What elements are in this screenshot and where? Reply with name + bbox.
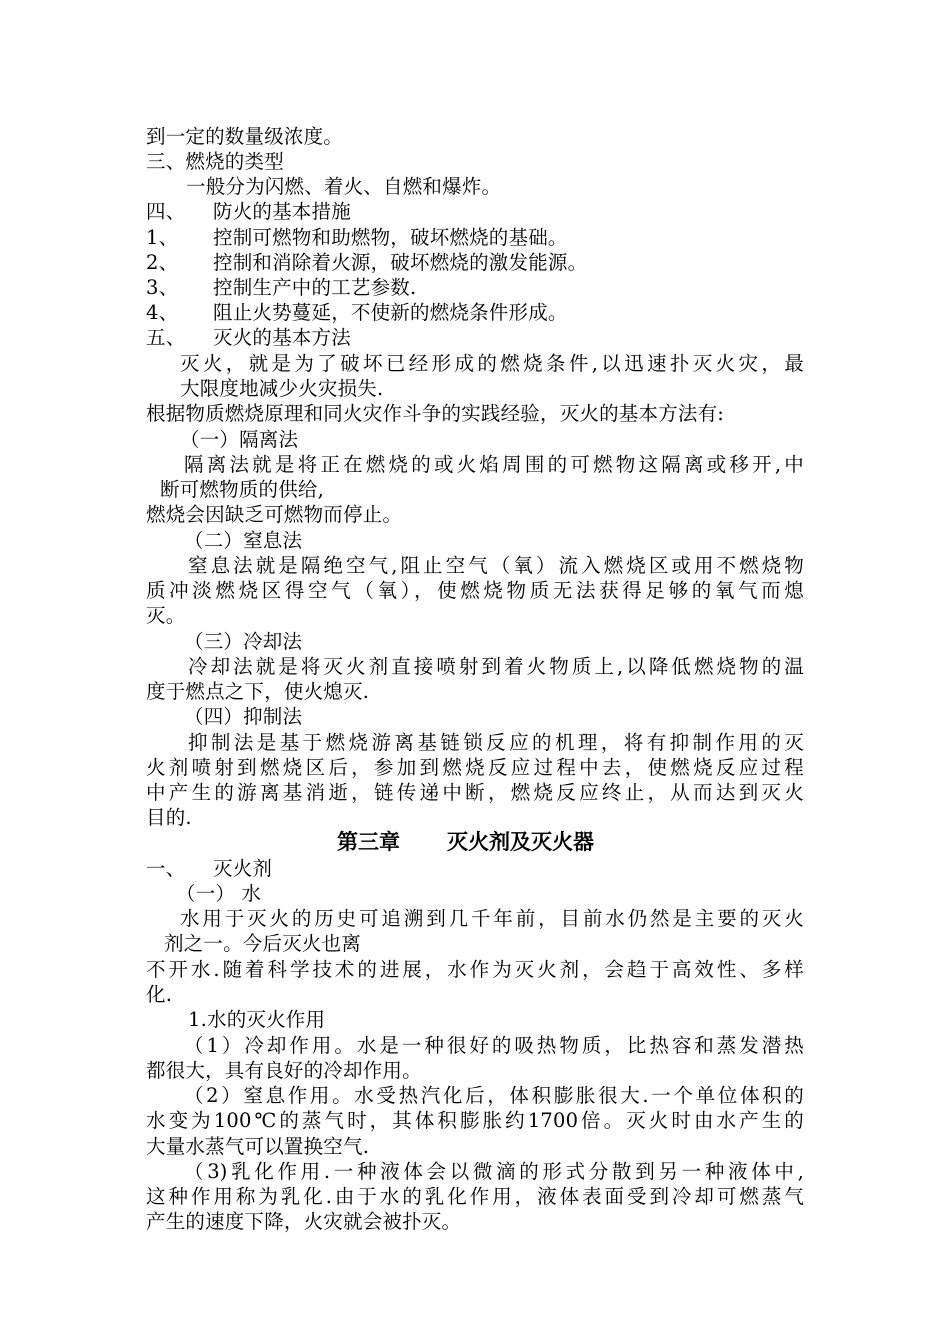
section-number-1: 一、 [146,857,186,880]
paragraph-line: 燃烧会因缺乏可燃物而停止。 [146,503,403,526]
paragraph-line: 不开水.随着科学技术的进展，水作为灭火剂，会趋于高效性、多样 [146,958,804,981]
section-number-5: 五、 [146,326,186,349]
paragraph-line: 隔离法就是将正在燃烧的或火焰周围的可燃物这隔离或移开,中 [184,453,804,476]
list-number: 3、 [146,276,179,299]
section-heading-4: 防火的基本措施 [213,200,351,223]
paragraph-line: 这种作用称为乳化.由于水的乳化作用，液体表面受到冷却可燃蒸气 [146,1185,804,1208]
list-number: 1、 [146,226,179,249]
paragraph-line: 大量水蒸气可以置换空气. [146,1135,370,1158]
paragraph-line: 产生的速度下降，火灾就会被扑灭。 [146,1210,462,1233]
text-line: 到一定的数量级浓度。 [146,125,344,148]
list-number: 2、 [146,251,179,274]
paragraph-line: （3)乳化作用.一种液体会以微滴的形式分散到另一种液体中, [184,1160,804,1183]
paragraph-line: 水用于灭火的历史可追溯到几千年前，目前水仍然是主要的灭火 [180,907,804,930]
chapter-number: 第三章 [337,830,400,854]
paragraph-line: 目的. [146,806,192,829]
subsection-heading: （二）窒息法 [184,529,303,552]
paragraph-line: 中产生的游离基消逝，链传递中断，燃烧反应终止，从而达到灭火 [146,781,804,804]
paragraph-line: 度于燃点之下，使火熄灭. [146,680,370,703]
paragraph-line: 剂之一。今后灭火也离 [164,932,362,955]
paragraph-line: 大限度地减少火灾损失. [180,377,384,400]
section-heading-1: 灭火剂 [213,857,273,880]
paragraph-line: 都很大，具有良好的冷却作用。 [146,1059,422,1082]
list-item: 控制和消除着火源，破坏燃烧的激发能源。 [213,251,588,274]
paragraph-line: 窒息法就是隔绝空气,阻止空气（氧）流入燃烧区或用不燃烧物 [188,554,804,577]
paragraph-line: 冷却法就是将灭火剂直接喷射到着火物质上,以降低燃烧物的温 [188,655,804,678]
paragraph-line: 灭。 [146,604,186,627]
paragraph-line: 火剂喷射到燃烧区后，参加到燃烧反应过程中去，使燃烧反应过程 [146,756,804,779]
paragraph-line: 水变为100℃的蒸气时，其体积膨胀约1700倍。灭火时由水产生的 [146,1109,804,1132]
chapter-title: 灭火剂及灭火器 [447,830,594,854]
list-item: 控制可燃物和助燃物，破坏燃烧的基础。 [213,226,568,249]
subsection-heading: 1.水的灭火作用 [188,1008,326,1031]
paragraph-line: 抑制法是基于燃烧游离基链锁反应的机理，将有抑制作用的灭 [188,731,804,754]
subsection-heading: （三）冷却法 [184,630,303,653]
paragraph-line: （2）窒息作用。水受热汽化后，体积膨胀很大.一个单位体积的 [184,1084,804,1107]
subsection-heading: （一） 水 [176,882,262,905]
subsection-heading: （一）隔离法 [180,428,299,451]
paragraph-line: 化. [146,983,173,1006]
paragraph-line: 灭火，就是为了破坏已经形成的燃烧条件,以迅速扑灭火灾，最 [180,352,804,375]
paragraph-line: 断可燃物质的供给, [160,478,324,501]
subsection-heading: （四）抑制法 [184,705,303,728]
paragraph-line: 质冲淡燃烧区得空气（氧），使燃烧物质无法获得足够的氧气而熄 [146,579,804,602]
list-item: 阻止火势蔓延，不使新的燃烧条件形成。 [213,301,568,324]
paragraph-line: （1）冷却作用。水是一种很好的吸热物质，比热容和蒸发潜热 [184,1034,804,1057]
section-number-4: 四、 [146,200,186,223]
section-heading-5: 灭火的基本方法 [213,326,351,349]
list-number: 4、 [146,301,179,324]
paragraph-line: 根据物质燃烧原理和同火灾作斗争的实践经验，灭火的基本方法有: [146,402,725,425]
list-item: 控制生产中的工艺参数. [213,276,417,299]
text-line: 一般分为闪燃、着火、自燃和爆炸。 [186,175,502,198]
section-heading-3: 三、燃烧的类型 [146,150,284,173]
